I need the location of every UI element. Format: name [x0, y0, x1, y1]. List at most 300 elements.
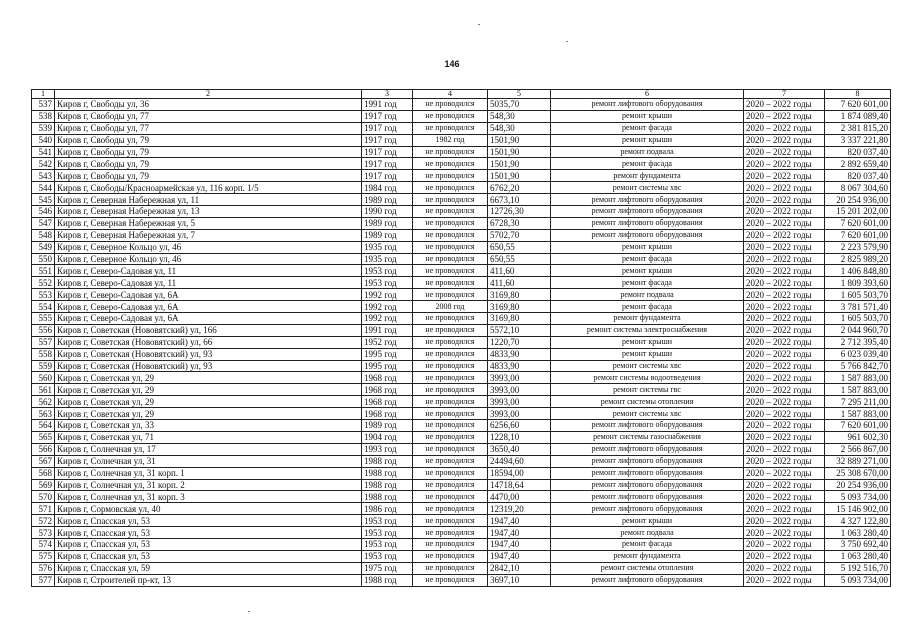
- cost-cell: 1 605 503,70: [825, 289, 891, 301]
- row-number-cell: 546: [32, 206, 55, 218]
- area-cell: 650,55: [488, 241, 551, 253]
- last-repair-year-cell: не проводился: [413, 527, 488, 539]
- cost-cell: 5 766 842,70: [825, 360, 891, 372]
- header-cell: 7: [744, 90, 825, 99]
- table-row: [32, 324, 891, 336]
- last-repair-year-cell: не проводился: [413, 467, 488, 479]
- area-cell: 12319,20: [488, 503, 551, 515]
- table-row: [32, 550, 891, 562]
- address-cell: Киров г, Строителей пр-кт, 13: [55, 574, 362, 586]
- area-cell: 3993,00: [488, 396, 551, 408]
- work-type-cell: ремонт фундамента: [551, 550, 744, 562]
- work-type-cell: ремонт крыши: [551, 241, 744, 253]
- table-row: [32, 158, 891, 170]
- last-repair-year-cell: не проводился: [413, 408, 488, 420]
- work-type-cell: ремонт фасада: [551, 301, 744, 313]
- period-cell: 2020 – 2022 годы: [744, 170, 825, 182]
- address-cell: Киров г, Солнечная ул, 31 корп. 2: [55, 479, 362, 491]
- work-type-cell: ремонт крыши: [551, 134, 744, 146]
- header-cell: 6: [551, 90, 744, 99]
- build-year-cell: 1989 год: [362, 229, 413, 241]
- area-cell: 3169,80: [488, 289, 551, 301]
- table-row: [32, 265, 891, 277]
- build-year-cell: 1988 год: [362, 491, 413, 503]
- table-row: [32, 360, 891, 372]
- build-year-cell: 1986 год: [362, 503, 413, 515]
- row-number-cell: 556: [32, 324, 55, 336]
- work-type-cell: ремонт подвала: [551, 146, 744, 158]
- table-row: [32, 503, 891, 515]
- area-cell: 4470,00: [488, 491, 551, 503]
- period-cell: 2020 – 2022 годы: [744, 384, 825, 396]
- last-repair-year-cell: не проводился: [413, 396, 488, 408]
- table-row: [32, 408, 891, 420]
- table-row: [32, 241, 891, 253]
- address-cell: Киров г, Свободы ул, 77: [55, 122, 362, 134]
- last-repair-year-cell: не проводился: [413, 110, 488, 122]
- address-cell: Киров г, Советская ул, 33: [55, 420, 362, 432]
- address-cell: Киров г, Свободы ул, 79: [55, 134, 362, 146]
- work-type-cell: ремонт фасада: [551, 538, 744, 550]
- period-cell: 2020 – 2022 годы: [744, 527, 825, 539]
- area-cell: 3697,10: [488, 574, 551, 586]
- build-year-cell: 1917 год: [362, 134, 413, 146]
- table-row: [32, 289, 891, 301]
- last-repair-year-cell: не проводился: [413, 574, 488, 586]
- build-year-cell: 1935 год: [362, 253, 413, 265]
- area-cell: 4833,90: [488, 360, 551, 372]
- table-row: [32, 217, 891, 229]
- table-row: [32, 396, 891, 408]
- row-number-cell: 557: [32, 336, 55, 348]
- period-cell: 2020 – 2022 годы: [744, 562, 825, 574]
- address-cell: Киров г, Свободы/Красноармейская ул, 116 корп. 1/5: [55, 182, 362, 194]
- row-number-cell: 559: [32, 360, 55, 372]
- period-cell: 2020 – 2022 годы: [744, 158, 825, 170]
- work-type-cell: ремонт лифтового оборудования: [551, 467, 744, 479]
- build-year-cell: 1989 год: [362, 194, 413, 206]
- row-number-cell: 537: [32, 99, 55, 111]
- work-type-cell: ремонт лифтового оборудования: [551, 194, 744, 206]
- build-year-cell: 1989 год: [362, 420, 413, 432]
- area-cell: 1947,40: [488, 527, 551, 539]
- area-cell: 6728,30: [488, 217, 551, 229]
- period-cell: 2020 – 2022 годы: [744, 479, 825, 491]
- cost-cell: 7 295 211,00: [825, 396, 891, 408]
- table-row: [32, 336, 891, 348]
- build-year-cell: 1993 год: [362, 443, 413, 455]
- cost-cell: 20 254 936,00: [825, 479, 891, 491]
- build-year-cell: 1984 год: [362, 182, 413, 194]
- table-row: [32, 277, 891, 289]
- build-year-cell: 1988 год: [362, 467, 413, 479]
- last-repair-year-cell: не проводился: [413, 170, 488, 182]
- row-number-cell: 560: [32, 372, 55, 384]
- period-cell: 2020 – 2022 годы: [744, 455, 825, 467]
- table-row: [32, 479, 891, 491]
- address-cell: Киров г, Сормовская ул, 40: [55, 503, 362, 515]
- table-row: [32, 372, 891, 384]
- area-cell: 1947,40: [488, 550, 551, 562]
- address-cell: Киров г, Северная Набережная ул, 13: [55, 206, 362, 218]
- row-number-cell: 551: [32, 265, 55, 277]
- last-repair-year-cell: не проводился: [413, 515, 488, 527]
- address-cell: Киров г, Советская (Нововятский) ул, 93: [55, 348, 362, 360]
- address-cell: Киров г, Спасская ул, 53: [55, 550, 362, 562]
- period-cell: 2020 – 2022 годы: [744, 217, 825, 229]
- cost-cell: 7 620 601,00: [825, 217, 891, 229]
- row-number-cell: 575: [32, 550, 55, 562]
- period-cell: 2020 – 2022 годы: [744, 491, 825, 503]
- build-year-cell: 1904 год: [362, 431, 413, 443]
- row-number-cell: 563: [32, 408, 55, 420]
- period-cell: 2020 – 2022 годы: [744, 503, 825, 515]
- last-repair-year-cell: не проводился: [413, 443, 488, 455]
- work-type-cell: ремонт лифтового оборудования: [551, 491, 744, 503]
- work-type-cell: ремонт лифтового оборудования: [551, 479, 744, 491]
- period-cell: 2020 – 2022 годы: [744, 515, 825, 527]
- address-cell: Киров г, Северо-Садовая ул, 6А: [55, 301, 362, 313]
- table-row: [32, 99, 891, 111]
- area-cell: 548,30: [488, 122, 551, 134]
- table-row: [32, 515, 891, 527]
- scan-speck: [248, 611, 250, 612]
- cost-cell: 5 093 734,00: [825, 574, 891, 586]
- cost-cell: 32 889 271,00: [825, 455, 891, 467]
- build-year-cell: 1953 год: [362, 527, 413, 539]
- build-year-cell: 1968 год: [362, 408, 413, 420]
- row-number-cell: 544: [32, 182, 55, 194]
- period-cell: 2020 – 2022 годы: [744, 289, 825, 301]
- work-type-cell: ремонт системы хвс: [551, 360, 744, 372]
- period-cell: 2020 – 2022 годы: [744, 110, 825, 122]
- row-number-cell: 538: [32, 110, 55, 122]
- cost-cell: 7 620 601,00: [825, 420, 891, 432]
- work-type-cell: ремонт крыши: [551, 336, 744, 348]
- last-repair-year-cell: не проводился: [413, 217, 488, 229]
- period-cell: 2020 – 2022 годы: [744, 182, 825, 194]
- cost-cell: 2 892 659,40: [825, 158, 891, 170]
- area-cell: 1947,40: [488, 538, 551, 550]
- area-cell: 1501,90: [488, 158, 551, 170]
- address-cell: Киров г, Свободы ул, 36: [55, 99, 362, 111]
- address-cell: Киров г, Солнечная ул, 31 корп. 3: [55, 491, 362, 503]
- area-cell: 24494,60: [488, 455, 551, 467]
- address-cell: Киров г, Солнечная ул, 31: [55, 455, 362, 467]
- period-cell: 2020 – 2022 годы: [744, 277, 825, 289]
- scan-speck: [566, 41, 568, 42]
- row-number-cell: 539: [32, 122, 55, 134]
- period-cell: 2020 – 2022 годы: [744, 324, 825, 336]
- area-cell: 1220,70: [488, 336, 551, 348]
- last-repair-year-cell: не проводился: [413, 372, 488, 384]
- work-type-cell: ремонт фасада: [551, 122, 744, 134]
- address-cell: Киров г, Северное Кольцо ул, 46: [55, 253, 362, 265]
- build-year-cell: 1917 год: [362, 110, 413, 122]
- area-cell: 3650,40: [488, 443, 551, 455]
- cost-cell: 7 620 601,00: [825, 99, 891, 111]
- last-repair-year-cell: не проводился: [413, 194, 488, 206]
- period-cell: 2020 – 2022 годы: [744, 372, 825, 384]
- work-type-cell: ремонт крыши: [551, 515, 744, 527]
- row-number-cell: 549: [32, 241, 55, 253]
- period-cell: 2020 – 2022 годы: [744, 194, 825, 206]
- build-year-cell: 1988 год: [362, 479, 413, 491]
- address-cell: Киров г, Спасская ул, 59: [55, 562, 362, 574]
- period-cell: 2020 – 2022 годы: [744, 538, 825, 550]
- work-type-cell: ремонт подвала: [551, 527, 744, 539]
- table-row: [32, 562, 891, 574]
- row-number-cell: 568: [32, 467, 55, 479]
- cost-cell: 2 712 395,40: [825, 336, 891, 348]
- header-cell: 8: [825, 90, 891, 99]
- work-type-cell: ремонт лифтового оборудования: [551, 99, 744, 111]
- build-year-cell: 1968 год: [362, 384, 413, 396]
- cost-cell: 5 093 734,00: [825, 491, 891, 503]
- cost-cell: 6 023 039,40: [825, 348, 891, 360]
- cost-cell: 2 223 579,90: [825, 241, 891, 253]
- cost-cell: 15 201 202,00: [825, 206, 891, 218]
- address-cell: Киров г, Советская ул, 29: [55, 384, 362, 396]
- period-cell: 2020 – 2022 годы: [744, 408, 825, 420]
- cost-cell: 961 602,30: [825, 431, 891, 443]
- address-cell: Киров г, Спасская ул, 53: [55, 527, 362, 539]
- last-repair-year-cell: не проводился: [413, 206, 488, 218]
- table-row: [32, 527, 891, 539]
- cost-cell: 1 587 883,00: [825, 408, 891, 420]
- row-number-cell: 553: [32, 289, 55, 301]
- cost-cell: 15 146 902,00: [825, 503, 891, 515]
- area-cell: 548,30: [488, 110, 551, 122]
- last-repair-year-cell: не проводился: [413, 277, 488, 289]
- table-row: [32, 229, 891, 241]
- area-cell: 1501,90: [488, 134, 551, 146]
- table-row: [32, 122, 891, 134]
- row-number-cell: 569: [32, 479, 55, 491]
- work-type-cell: ремонт лифтового оборудования: [551, 574, 744, 586]
- cost-cell: 820 037,40: [825, 170, 891, 182]
- build-year-cell: 1988 год: [362, 455, 413, 467]
- last-repair-year-cell: не проводился: [413, 431, 488, 443]
- area-cell: 3993,00: [488, 372, 551, 384]
- build-year-cell: 1988 год: [362, 574, 413, 586]
- last-repair-year-cell: не проводился: [413, 384, 488, 396]
- row-number-cell: 548: [32, 229, 55, 241]
- row-number-cell: 562: [32, 396, 55, 408]
- scan-speck: [478, 24, 480, 25]
- last-repair-year-cell: не проводился: [413, 289, 488, 301]
- work-type-cell: ремонт системы хвс: [551, 408, 744, 420]
- period-cell: 2020 – 2022 годы: [744, 253, 825, 265]
- build-year-cell: 1953 год: [362, 277, 413, 289]
- last-repair-year-cell: не проводился: [413, 158, 488, 170]
- row-number-cell: 547: [32, 217, 55, 229]
- address-cell: Киров г, Северо-Садовая ул, 6А: [55, 313, 362, 325]
- row-number-cell: 564: [32, 420, 55, 432]
- area-cell: 411,60: [488, 277, 551, 289]
- address-cell: Киров г, Северная Набережная ул, 7: [55, 229, 362, 241]
- table-row: [32, 170, 891, 182]
- row-number-cell: 565: [32, 431, 55, 443]
- area-cell: 12726,30: [488, 206, 551, 218]
- last-repair-year-cell: не проводился: [413, 122, 488, 134]
- build-year-cell: 1989 год: [362, 217, 413, 229]
- area-cell: 5572,10: [488, 324, 551, 336]
- table-row: [32, 491, 891, 503]
- period-cell: 2020 – 2022 годы: [744, 99, 825, 111]
- row-number-cell: 550: [32, 253, 55, 265]
- area-cell: 1501,90: [488, 146, 551, 158]
- last-repair-year-cell: не проводился: [413, 324, 488, 336]
- row-number-cell: 555: [32, 313, 55, 325]
- cost-cell: 1 587 883,00: [825, 372, 891, 384]
- header-cell: 3: [362, 90, 413, 99]
- period-cell: 2020 – 2022 годы: [744, 443, 825, 455]
- header-cell: 2: [55, 90, 362, 99]
- work-type-cell: ремонт лифтового оборудования: [551, 229, 744, 241]
- build-year-cell: 1975 год: [362, 562, 413, 574]
- period-cell: 2020 – 2022 годы: [744, 134, 825, 146]
- build-year-cell: 1935 год: [362, 241, 413, 253]
- build-year-cell: 1917 год: [362, 158, 413, 170]
- area-cell: 2842,10: [488, 562, 551, 574]
- work-type-cell: ремонт лифтового оборудования: [551, 455, 744, 467]
- last-repair-year-cell: не проводился: [413, 455, 488, 467]
- build-year-cell: 1953 год: [362, 515, 413, 527]
- work-type-cell: ремонт системы гвс: [551, 384, 744, 396]
- build-year-cell: 1995 год: [362, 360, 413, 372]
- build-year-cell: 1968 год: [362, 396, 413, 408]
- table-row: [32, 206, 891, 218]
- address-cell: Киров г, Северное Кольцо ул, 46: [55, 241, 362, 253]
- last-repair-year-cell: не проводился: [413, 99, 488, 111]
- work-type-cell: ремонт лифтового оборудования: [551, 217, 744, 229]
- area-cell: 5035,70: [488, 99, 551, 111]
- work-type-cell: ремонт крыши: [551, 348, 744, 360]
- period-cell: 2020 – 2022 годы: [744, 313, 825, 325]
- address-cell: Киров г, Советская (Нововятский) ул, 166: [55, 324, 362, 336]
- address-cell: Киров г, Северная Набережная ул, 11: [55, 194, 362, 206]
- row-number-cell: 545: [32, 194, 55, 206]
- repair-schedule-table: [31, 89, 891, 587]
- address-cell: Киров г, Советская (Нововятский) ул, 66: [55, 336, 362, 348]
- address-cell: Киров г, Солнечная ул, 17: [55, 443, 362, 455]
- last-repair-year-cell: не проводился: [413, 491, 488, 503]
- row-number-cell: 576: [32, 562, 55, 574]
- cost-cell: 7 620 601,00: [825, 229, 891, 241]
- last-repair-year-cell: не проводился: [413, 348, 488, 360]
- table-row: [32, 443, 891, 455]
- area-cell: 6256,60: [488, 420, 551, 432]
- table-row: [32, 253, 891, 265]
- cost-cell: 8 067 304,60: [825, 182, 891, 194]
- address-cell: Киров г, Свободы ул, 79: [55, 146, 362, 158]
- area-cell: 3169,80: [488, 301, 551, 313]
- cost-cell: 1 874 089,40: [825, 110, 891, 122]
- address-cell: Киров г, Северо-Садовая ул, 11: [55, 265, 362, 277]
- table-row: [32, 538, 891, 550]
- work-type-cell: ремонт фасада: [551, 253, 744, 265]
- row-number-cell: 574: [32, 538, 55, 550]
- row-number-cell: 566: [32, 443, 55, 455]
- last-repair-year-cell: не проводился: [413, 336, 488, 348]
- last-repair-year-cell: не проводился: [413, 538, 488, 550]
- row-number-cell: 571: [32, 503, 55, 515]
- period-cell: 2020 – 2022 годы: [744, 122, 825, 134]
- address-cell: Киров г, Северо-Садовая ул, 11: [55, 277, 362, 289]
- build-year-cell: 1968 год: [362, 372, 413, 384]
- period-cell: 2020 – 2022 годы: [744, 206, 825, 218]
- cost-cell: 1 063 280,40: [825, 550, 891, 562]
- period-cell: 2020 – 2022 годы: [744, 420, 825, 432]
- row-number-cell: 541: [32, 146, 55, 158]
- period-cell: 2020 – 2022 годы: [744, 396, 825, 408]
- work-type-cell: ремонт системы хвс: [551, 182, 744, 194]
- area-cell: 3169,80: [488, 313, 551, 325]
- cost-cell: 3 337 221,80: [825, 134, 891, 146]
- header-cell: 1: [32, 90, 55, 99]
- area-cell: 6762,20: [488, 182, 551, 194]
- area-cell: 5702,70: [488, 229, 551, 241]
- table-row: [32, 574, 891, 586]
- address-cell: Киров г, Свободы ул, 79: [55, 158, 362, 170]
- last-repair-year-cell: не проводился: [413, 265, 488, 277]
- work-type-cell: ремонт системы отопления: [551, 562, 744, 574]
- last-repair-year-cell: не проводился: [413, 420, 488, 432]
- cost-cell: 1 063 280,40: [825, 527, 891, 539]
- build-year-cell: 1917 год: [362, 146, 413, 158]
- cost-cell: 1 406 848,80: [825, 265, 891, 277]
- build-year-cell: 1953 год: [362, 538, 413, 550]
- area-cell: 6673,10: [488, 194, 551, 206]
- work-type-cell: ремонт лифтового оборудования: [551, 420, 744, 432]
- cost-cell: 4 327 122,80: [825, 515, 891, 527]
- last-repair-year-cell: не проводился: [413, 550, 488, 562]
- table-row: [32, 384, 891, 396]
- work-type-cell: ремонт лифтового оборудования: [551, 503, 744, 515]
- table-row: [32, 348, 891, 360]
- area-cell: 3993,00: [488, 408, 551, 420]
- last-repair-year-cell: 2008 год: [413, 301, 488, 313]
- address-cell: Киров г, Советская ул, 29: [55, 396, 362, 408]
- work-type-cell: ремонт лифтового оборудования: [551, 206, 744, 218]
- cost-cell: 20 254 936,00: [825, 194, 891, 206]
- last-repair-year-cell: не проводился: [413, 479, 488, 491]
- cost-cell: 2 381 815,20: [825, 122, 891, 134]
- row-number-cell: 554: [32, 301, 55, 313]
- table-row: [32, 313, 891, 325]
- build-year-cell: 1952 год: [362, 336, 413, 348]
- build-year-cell: 1992 год: [362, 301, 413, 313]
- period-cell: 2020 – 2022 годы: [744, 431, 825, 443]
- cost-cell: 5 192 516,70: [825, 562, 891, 574]
- address-cell: Киров г, Северная Набережная ул, 5: [55, 217, 362, 229]
- cost-cell: 2 566 867,00: [825, 443, 891, 455]
- table-row: [32, 134, 891, 146]
- period-cell: 2020 – 2022 годы: [744, 336, 825, 348]
- work-type-cell: ремонт системы электроснабжения: [551, 324, 744, 336]
- period-cell: 2020 – 2022 годы: [744, 265, 825, 277]
- work-type-cell: ремонт крыши: [551, 265, 744, 277]
- table-row: [32, 194, 891, 206]
- cost-cell: 3 781 571,40: [825, 301, 891, 313]
- work-type-cell: ремонт системы водоотведения: [551, 372, 744, 384]
- build-year-cell: 1992 год: [362, 289, 413, 301]
- page-number: 146: [444, 59, 460, 69]
- work-type-cell: ремонт лифтового оборудования: [551, 443, 744, 455]
- last-repair-year-cell: не проводился: [413, 182, 488, 194]
- address-cell: Киров г, Советская (Нововятский) ул, 93: [55, 360, 362, 372]
